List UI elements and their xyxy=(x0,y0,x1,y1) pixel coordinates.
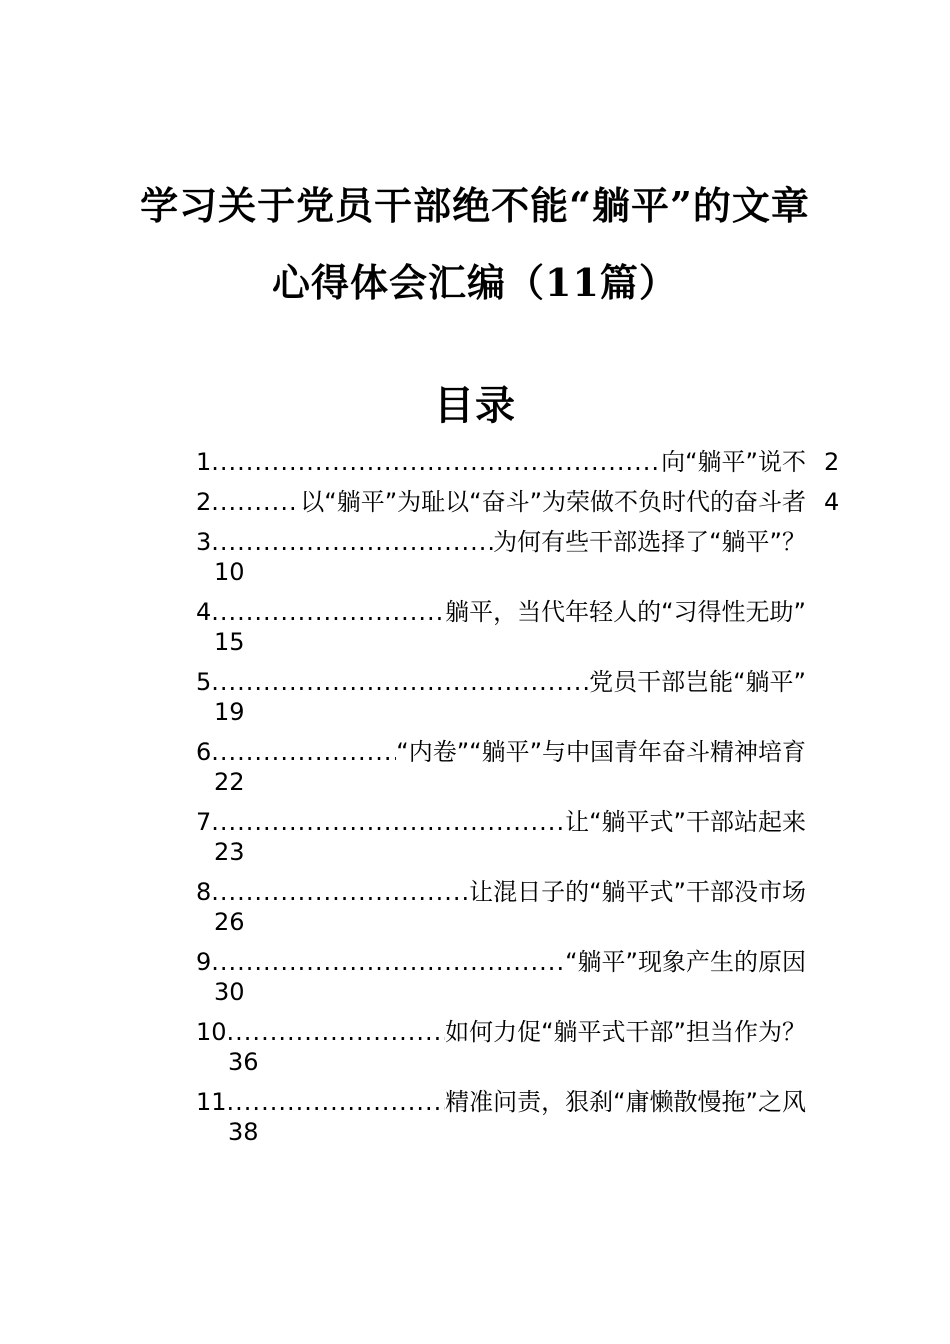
toc-entry-page: 15 xyxy=(214,628,245,656)
toc-entry-number: 8 xyxy=(196,878,212,906)
toc-entry-title: 精准问责，狠刹“庸懒散慢拖”之风 xyxy=(445,1088,806,1116)
toc-entry-title: 为何有些干部选择了“躺平”？ xyxy=(493,528,806,556)
toc-entry-page: 36 xyxy=(228,1048,259,1076)
toc-entry[interactable] xyxy=(196,444,846,484)
toc-entry[interactable] xyxy=(196,1014,846,1084)
toc-entry-number: 11 xyxy=(196,1088,227,1116)
dot-leader xyxy=(211,664,589,700)
toc-entry[interactable] xyxy=(196,944,846,1014)
toc-entry-page: 10 xyxy=(214,558,245,586)
dot-leader xyxy=(211,804,565,840)
document-title-line-1: 学习关于党员干部绝不能“躺平”的文章 xyxy=(140,183,810,228)
toc-entry[interactable] xyxy=(196,874,846,944)
table-of-contents xyxy=(196,444,846,1154)
toc-entry-number: 5 xyxy=(196,668,212,696)
toc-entry-page: 38 xyxy=(228,1118,259,1146)
toc-entry-title: “躺平”现象产生的原因 xyxy=(565,948,806,976)
toc-entry-page: 26 xyxy=(214,908,245,936)
toc-entry[interactable] xyxy=(196,1084,846,1154)
dot-leader xyxy=(227,1084,446,1120)
toc-entry-number: 3 xyxy=(196,528,212,556)
dot-leader xyxy=(211,594,445,630)
dot-leader xyxy=(211,484,300,520)
toc-entry-page: 4 xyxy=(824,488,840,516)
document-title-line-2: 心得体会汇编（11篇） xyxy=(272,260,678,305)
dot-leader xyxy=(211,874,469,910)
toc-entry-page: 19 xyxy=(214,698,245,726)
toc-entry-page: 2 xyxy=(824,448,840,476)
toc-entry[interactable] xyxy=(196,594,846,664)
toc-entry[interactable] xyxy=(196,524,846,594)
dot-leader xyxy=(227,1014,446,1050)
toc-entry-number: 10 xyxy=(196,1018,227,1046)
toc-entry-number: 2 xyxy=(196,488,212,516)
toc-entry[interactable] xyxy=(196,804,846,874)
dot-leader xyxy=(211,944,565,980)
toc-entry-number: 6 xyxy=(196,738,212,766)
toc-entry-number: 7 xyxy=(196,808,212,836)
toc-entry-title: 向“躺平”说不 xyxy=(661,448,806,476)
toc-entry-title: 以“躺平”为耻以“奋斗”为荣做不负时代的奋斗者 xyxy=(300,488,806,516)
toc-entry[interactable] xyxy=(196,664,846,734)
toc-entry-title: 如何力促“躺平式干部”担当作为？ xyxy=(445,1018,806,1046)
toc-entry-number: 4 xyxy=(196,598,212,626)
toc-entry-title: 让“躺平式”干部站起来 xyxy=(565,808,806,836)
toc-entry-title: 党员干部岂能“躺平” xyxy=(589,668,806,696)
toc-entry[interactable] xyxy=(196,734,846,804)
toc-entry-page: 22 xyxy=(214,768,245,796)
toc-heading: 目录 xyxy=(434,382,516,429)
toc-entry-page: 30 xyxy=(214,978,245,1006)
dot-leader xyxy=(211,444,661,480)
toc-entry-number: 9 xyxy=(196,948,212,976)
toc-entry-number: 1 xyxy=(196,448,212,476)
toc-entry-title: 躺平，当代年轻人的“习得性无助” xyxy=(445,598,806,626)
toc-entry-title: 让混日子的“躺平式”干部没市场 xyxy=(469,878,806,906)
toc-entry-page: 23 xyxy=(214,838,245,866)
toc-entry[interactable] xyxy=(196,484,846,524)
toc-entry-title: “内卷”“躺平”与中国青年奋斗精神培育 xyxy=(396,738,806,766)
dot-leader xyxy=(211,524,493,560)
